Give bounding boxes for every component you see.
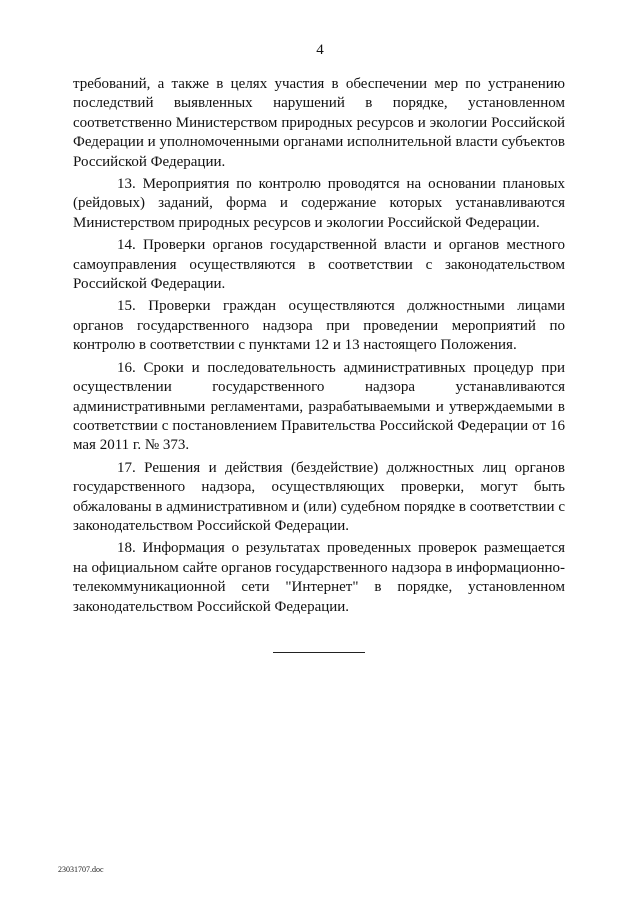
paragraph-14: 14. Проверки органов государственной власти и органов местного самоуправления осуществляются в соответствии с законодательством Российской Федерации.: [73, 237, 565, 293]
paragraph-16: 16. Сроки и последовательность административных процедур при осуществлении государственного надзора устанавливаются административными регламентами, разрабатываемыми и утверждаемыми в соответствии с постановлением Правительства Российской Федерации от 16 мая 2011 г. № 373.: [73, 359, 565, 454]
document-body: [73, 75, 565, 617]
footer-filename: 23031707.doc: [58, 865, 104, 874]
paragraph-17: 17. Решения и действия (бездействие) должностных лиц органов государственного надзора, осуществляющих проверки, могут быть обжалованы в административном и (или) судебном порядке в соответствии с законодательством Российской Федерации.: [73, 459, 565, 534]
end-separator-line: [273, 652, 365, 653]
paragraph-15: 15. Проверки граждан осуществляются должностными лицами органов государственного надзора при проведении мероприятий по контролю в соответствии с пунктами 12 и 13 настоящего Положения.: [73, 298, 565, 354]
page-number: 4: [316, 42, 324, 58]
paragraph-18: 18. Информация о результатах проведенных проверок размещается на официальном сайте органов государственного надзора в информационно-телекоммуникационной сети "Интернет" в порядке, установленном законодательством Российской Федерации.: [73, 540, 565, 615]
paragraph-continuation: требований, а также в целях участия в обеспечении мер по устранению последствий выявленных нарушений в порядке, установленном соответственно Министерством природных ресурсов и экологии Российской Федерации и уполномоченными органами исполнительной власти субъектов Российской Федерации.: [73, 76, 565, 170]
paragraph-13: 13. Мероприятия по контролю проводятся на основании плановых (рейдовых) заданий, форма и содержание которых устанавливаются Министерством природных ресурсов и экологии Российской Федерации.: [73, 176, 565, 231]
